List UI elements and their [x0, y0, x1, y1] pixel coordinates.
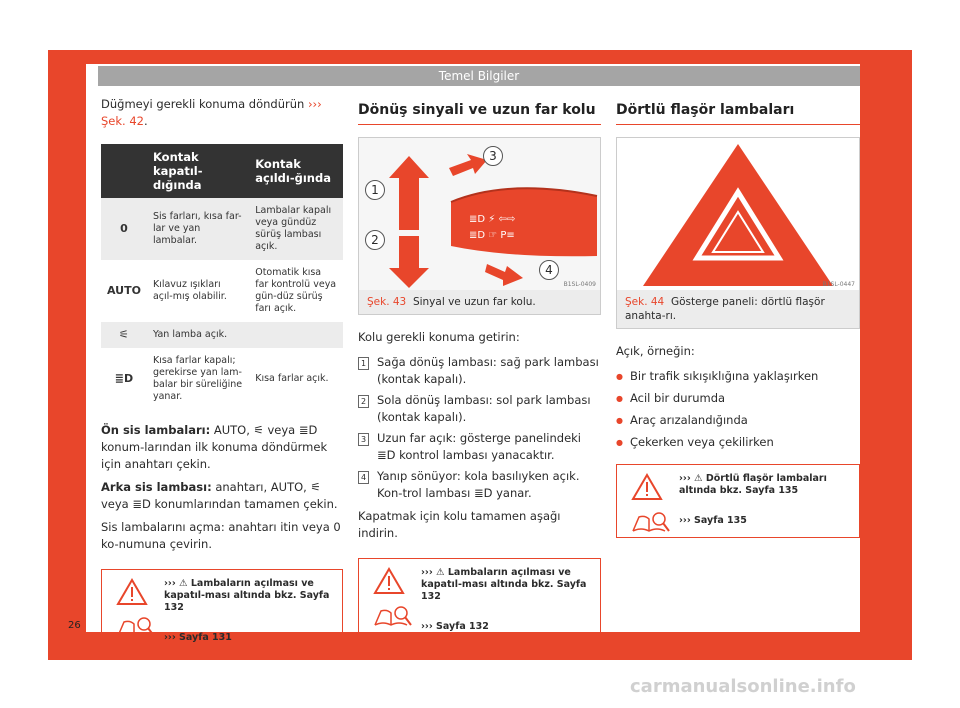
list-item: ● Bir trafik sıkışıklığına yaklaşırken [616, 366, 860, 388]
list-item: 3 Uzun far açık: gösterge panelindeki ≣D kontrol lambası yanacaktır. [358, 430, 601, 464]
warning-box [358, 558, 601, 644]
warning-box [616, 464, 860, 538]
intro-text: Düğmeyi gerekli konuma döndürün ››› Şek. 42. [101, 97, 322, 128]
section-title: Dönüş sinyali ve uzun far kolu [358, 96, 601, 125]
warning-triangle-icon [631, 473, 663, 501]
hazard-switch-illustration [617, 138, 859, 290]
table-row [101, 348, 343, 410]
fog-on-text: Sis lambalarını açma: anahtarı itin veya 0 ko-numuna çevirin. [101, 520, 341, 551]
column-hazard-lights [616, 96, 860, 538]
callout-3: 3 [483, 146, 503, 166]
warning-ref-link[interactable]: ››› ⚠ Dörtlü flaşör lambaları altında bkz. Sayfa 135 [679, 473, 827, 496]
switch-position-icon: 0 [101, 198, 147, 260]
callout-1: 1 [365, 180, 385, 200]
watermark: carmanualsonline.info [630, 676, 856, 697]
table-row [101, 198, 343, 260]
figure-code: B1SL-0447 [822, 281, 855, 288]
low-beam-icon: ≣D [114, 372, 134, 385]
lead-text: Kolu gerekli konuma getirin: [358, 330, 520, 344]
callout-4: 4 [539, 260, 559, 280]
page-ref-link[interactable]: ››› Sayfa 131 [164, 632, 232, 643]
table-cell: Kısa farlar açık. [255, 373, 329, 384]
table-header-off: Kontak kapatıl-dığında [147, 144, 249, 198]
table-row [101, 260, 343, 322]
section-title: Dörtlü flaşör lambaları [616, 96, 860, 125]
page-ref-link[interactable]: ››› Sayfa 135 [679, 515, 747, 526]
callout-2: 2 [365, 230, 385, 250]
page-ref-link[interactable]: ››› Sayfa 132 [421, 621, 489, 632]
turn-signal-stalk-illustration [359, 138, 600, 290]
list-item: 1 Sağa dönüş lambası: sağ park lambası (kontak kapalı). [358, 354, 601, 388]
figure-stalk [358, 137, 601, 315]
table-cell: Yan lamba açık. [147, 322, 249, 348]
list-item: 2 Sola dönüş lambası: sol park lambası (kontak kapalı). [358, 392, 601, 426]
page-number: 26 [68, 620, 81, 631]
off-text: Kapatmak için kolu tamamen aşağı indirin. [358, 509, 561, 540]
list-item: ● Çekerken veya çekilirken [616, 432, 860, 454]
bullet-list [616, 366, 860, 454]
hazard-image [617, 138, 859, 290]
warning-triangle-icon [116, 578, 148, 606]
list-item: 4 Yanıp sönüyor: kola basılıyken açık. Kon-trol lambası ≣D yanar. [358, 468, 601, 502]
front-fog-text: Ön sis lambaları: AUTO, ⚟ veya ≣D konum-larından ilk konuma döndürmek için anahtarı çekin. [101, 423, 328, 471]
column-turn-signal [358, 96, 601, 644]
rear-fog-text: Arka sis lambası: anahtarı, AUTO, ⚟ veya ≣D konumlarından tamamen çekin. [101, 480, 338, 511]
table-header-icon [101, 144, 147, 198]
table-cell: Kısa farlar kapalı; gerekirse yan lam-balar bir süreliğine yanar. [152, 355, 243, 402]
table-cell [249, 322, 343, 348]
warning-ref-link[interactable]: ››› ⚠ Lambaların açılması ve kapatıl-ması altında bkz. Sayfa 132 [164, 578, 330, 613]
column-lights-switch [101, 96, 343, 655]
stalk-image [359, 138, 600, 290]
svg-text:≣D ⚡ ⇦⇨: ≣D ⚡ ⇦⇨ [469, 214, 516, 225]
table-cell: Otomatik kısa far kontrolü veya gün-düz sürüş farı açık. [255, 267, 337, 314]
list-item: ● Acil bir durumda [616, 388, 860, 410]
switch-position-icon: AUTO [107, 284, 141, 297]
figure-caption: Şek. 44 Gösterge paneli: dörtlü flaşör anahta-rı. [617, 290, 859, 328]
warning-triangle-icon [373, 567, 405, 595]
lead-text: Açık, örneğin: [616, 344, 695, 358]
list-item: ● Araç arızalandığında [616, 410, 860, 432]
table-row [101, 322, 343, 348]
figure-code: B1SL-0409 [563, 281, 596, 288]
figure-caption: Şek. 43 Sinyal ve uzun far kolu. [359, 290, 600, 314]
figure-link[interactable]: ››› Şek. 42 [101, 97, 322, 128]
book-reference-icon [631, 509, 671, 537]
book-reference-icon [116, 614, 156, 642]
steps-list [358, 354, 601, 502]
warning-ref-link[interactable]: ››› ⚠ Lambaların açılması ve kapatıl-ması altında bkz. Sayfa 132 [421, 567, 587, 602]
figure-hazard [616, 137, 860, 329]
light-switch-table [101, 144, 343, 410]
section-header: Temel Bilgiler [98, 66, 860, 86]
table-header-on: Kontak açıldı-ğında [249, 144, 343, 198]
table-cell: Sis farları, kısa far-lar ve yan lambalar. [147, 198, 249, 260]
book-reference-icon [373, 603, 413, 631]
warning-box [101, 569, 343, 655]
side-light-icon: ⁠⚟ [101, 322, 147, 348]
table-cell: Lambalar kapalı veya gündüz sürüş lambası açık. [249, 198, 343, 260]
svg-text:≣D ☞ P≡: ≣D ☞ P≡ [469, 230, 515, 241]
table-cell: Kılavuz ışıkları açıl-mış olabilir. [152, 279, 227, 302]
